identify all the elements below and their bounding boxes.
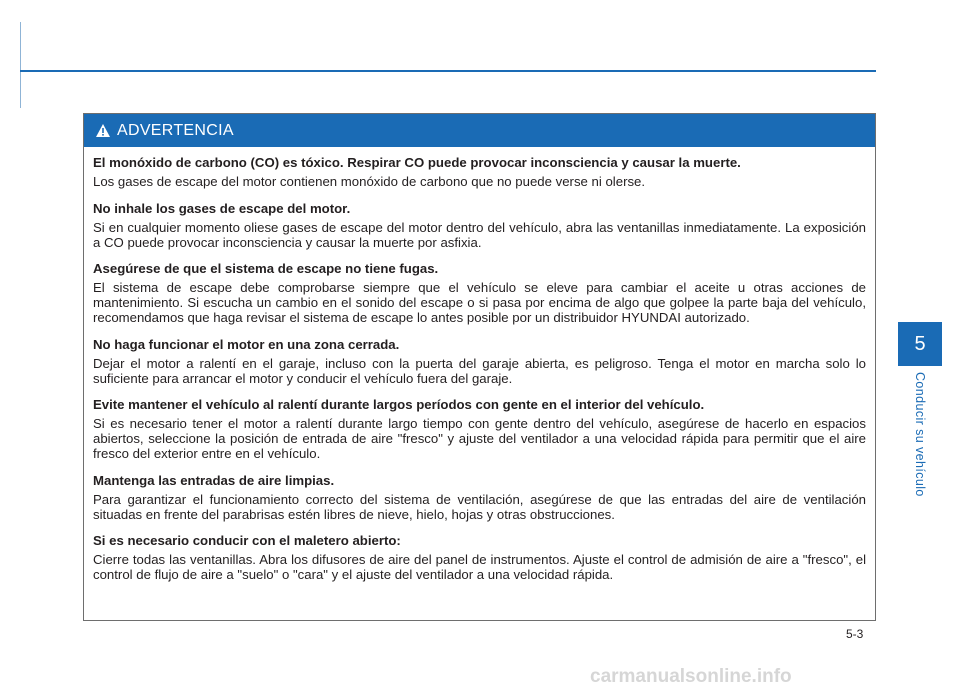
section-title: No inhale los gases de escape del motor. [93, 200, 351, 216]
section-text: Dejar el motor a ralentí en el garaje, incluso con la puerta del garaje abierta, es peligroso. Tenga el motor en marcha solo lo suficiente para arrancar el motor y conducir el vehículo fuera del garaje. [93, 355, 866, 386]
section-text: Para garantizar el funcionamiento correcto del sistema de ventilación, asegúrese de que las entradas del aire de ventilación situadas en frente del parabrisas estén libres de nieve, hielo, hojas y otras obstrucciones. [93, 491, 866, 522]
warning-section [93, 155, 866, 189]
warning-heading: ADVERTENCIA [117, 121, 234, 139]
warning-section [93, 261, 866, 325]
section-title: No haga funcionar el motor en una zona cerrada. [93, 336, 400, 352]
watermark[interactable]: carmanualsonline.info [590, 666, 792, 687]
section-text: El sistema de escape debe comprobarse siempre que el vehículo se eleve para cambiar el aceite u otras acciones de mantenimiento. Si escucha un cambio en el sonido del escape o si pasa por encima de algo que golpee la parte baja del vehículo, recomendamos que haga revisar el sistema de escape lo antes posible por un distribuidor HYUNDAI autorizado. [93, 280, 866, 325]
margin-vertical-rule [20, 22, 21, 108]
warning-section [93, 473, 866, 522]
section-title: Asegúrese de que el sistema de escape no tiene fugas. [93, 261, 439, 276]
section-text: Si es necesario tener el motor a ralentí durante largo tiempo con gente dentro del vehículo, asegúrese de hacerlo en espacios abiertos, seleccione la posición de entrada de aire "fresco" y ajuste del ventilador a una velocidad rápida para permitir que el aire fresco del exterior entre en el vehículo. [93, 416, 866, 461]
warning-header [84, 114, 875, 147]
chapter-number-tab[interactable] [898, 322, 942, 366]
section-title: El monóxido de carbono (CO) es tóxico. Respirar CO puede provocar inconsciencia y causar la muerte. [93, 155, 741, 170]
warning-section [93, 337, 866, 386]
section-text: Cierre todas las ventanillas. Abra los difusores de aire del panel de instrumentos. Ajuste el control de admisión de aire a "fresco", el control de flujo de aire a "suelo" o "cara" y el ajuste del ventilador a una velocidad rápida. [93, 552, 866, 582]
section-title: Si es necesario conducir con el maletero abierto: [93, 533, 401, 548]
page-number: 5-3 [846, 627, 864, 641]
section-title: Mantenga las entradas de aire limpias. [93, 472, 335, 488]
warning-box [83, 113, 876, 621]
section-text: Si en cualquier momento oliese gases de escape del motor dentro del vehículo, abra las ventanillas inmediatamente. La exposición a CO puede provocar inconsciencia y causar la muerte por asfixia. [93, 219, 866, 250]
header-rule [20, 70, 876, 72]
warning-section [93, 533, 866, 582]
warning-triangle-icon [95, 123, 111, 138]
section-title: Evite mantener el vehículo al ralentí durante largos períodos con gente en el interior del vehículo. [93, 397, 705, 412]
chapter-title: Conducir su vehículo [913, 372, 927, 497]
chapter-number: 5 [914, 332, 926, 355]
warning-section [93, 201, 866, 250]
warning-section [93, 397, 866, 461]
section-text: Los gases de escape del motor contienen monóxido de carbono que no puede verse ni olerse. [93, 174, 646, 189]
warning-body [84, 147, 875, 582]
